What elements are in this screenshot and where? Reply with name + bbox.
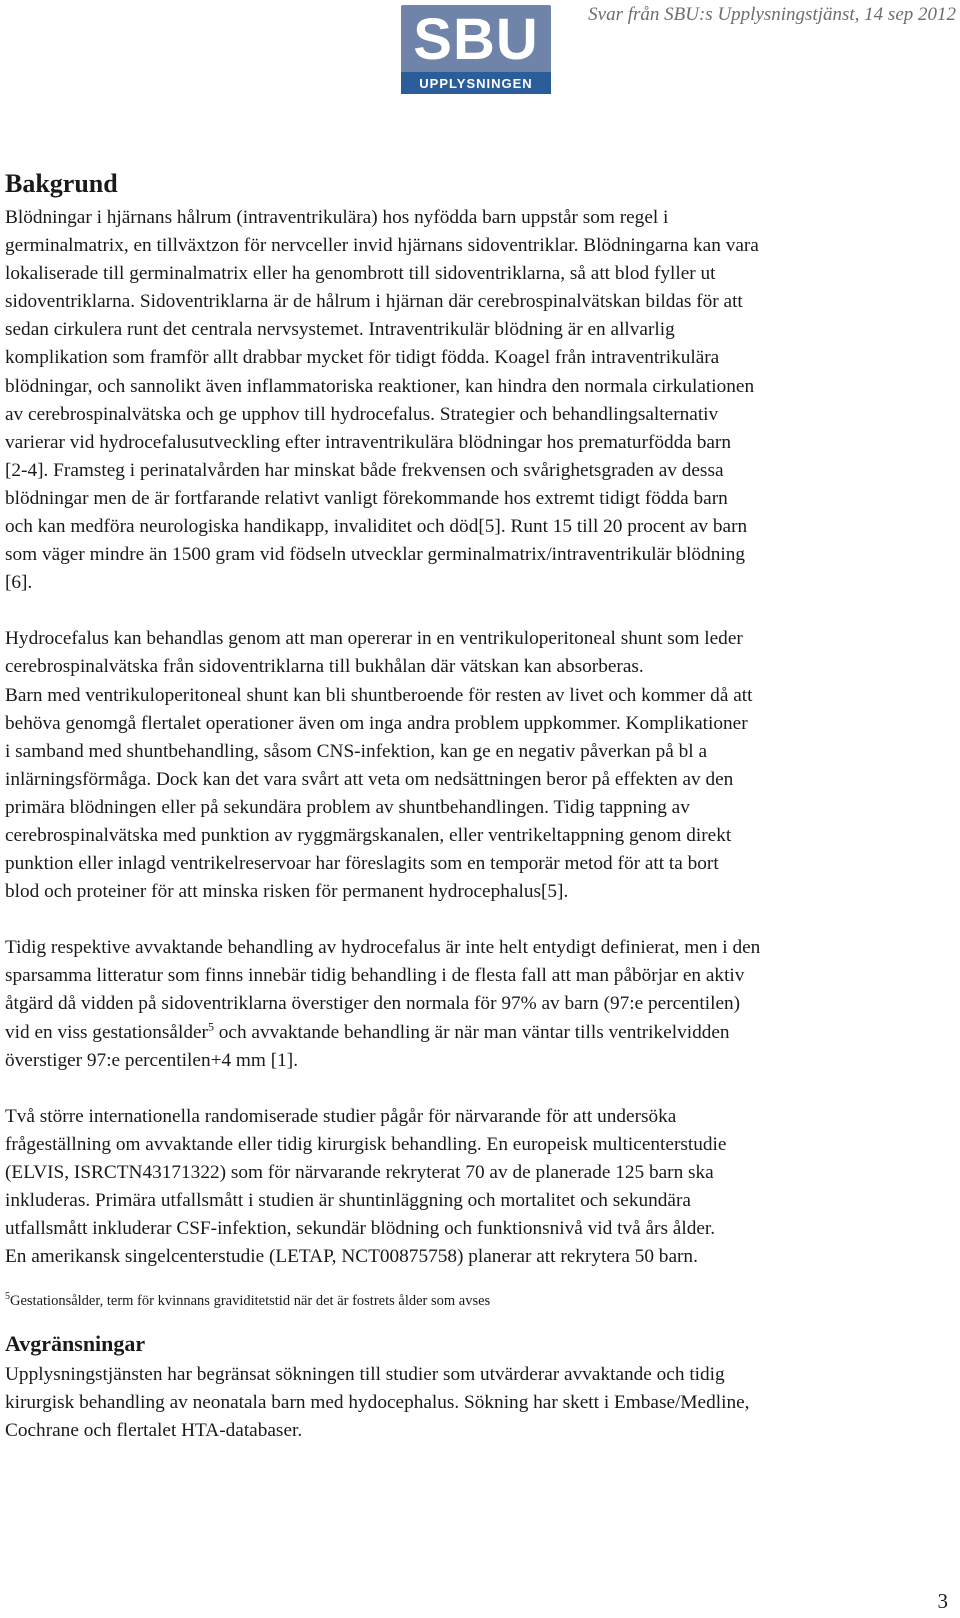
text-line: lokaliserade till germinalmatrix eller ha genombrott till sidoventriklarna, så att blod fyller ut <box>5 263 716 285</box>
text-line: [2-4]. Framsteg i perinatalvården har minskat både frekvensen och svårighetsgraden av dessa <box>5 459 724 481</box>
text-fragment: vid en viss gestationsålder <box>5 1021 208 1043</box>
footnote <box>5 1291 955 1311</box>
paragraph-tidig-behandling <box>5 934 955 1074</box>
text-line: cerebrospinalvätska med punktion av ryggmärgskanalen, eller ventrikeltappning genom direkt <box>5 824 732 846</box>
logo-main-text: SBU <box>413 7 539 72</box>
text-line: blödningar men de är fortfarande relativt vanligt förekommande hos extremt tidigt födda barn <box>5 487 728 509</box>
text-line: Barn med ventrikuloperitoneal shunt kan bli shuntberoende för resten av livet och kommer då att <box>5 684 753 706</box>
text-line: blödningar, och sannolikt även inflammatoriska reaktioner, kan hindra den normala cirkulationen <box>5 375 755 397</box>
text-fragment: och avvaktande behandling är när man väntar tills ventrikelvidden <box>213 1021 730 1043</box>
text-line: Blödningar i hjärnans hålrum (intraventrikulära) hos nyfödda barn uppstår som regel i <box>5 207 669 228</box>
text-line: En amerikansk singelcenterstudie (LETAP, NCT00875758) planerar att rekrytera 50 barn. <box>5 1246 698 1268</box>
footnote-reference: 5 <box>207 1019 214 1034</box>
paragraph-avgransningar <box>5 1361 955 1445</box>
text-line: Hydrocefalus kan behandlas genom att man opererar in en ventrikuloperitoneal shunt som leder <box>5 628 743 650</box>
text-line: blod och proteiner för att minska risken för permanent hydrocephalus[5]. <box>5 881 569 903</box>
text-line: åtgärd då vidden på sidoventriklarna överstiger den normala för 97% av barn (97:e percentilen) <box>5 993 741 1015</box>
text-line: inkluderas. Primära utfallsmått i studien är shuntinläggning och mortalitet och sekundära <box>5 1190 691 1211</box>
logo-sub-text: UPPLYSNINGEN <box>419 76 533 91</box>
text-line: inlärningsförmåga. Dock kan det vara svårt att veta om nedsättningen beror på effekten av den <box>5 768 734 790</box>
text-line: överstiger 97:e percentilen+4 mm [1]. <box>5 1049 299 1071</box>
text-line: och kan medföra neurologiska handikapp, invaliditet och död[5]. Runt 15 till 20 procent av barn <box>5 516 748 538</box>
text-line: punktion eller inlagd ventrikelreservoar har föreslagits som en temporär metod för att ta bort <box>5 853 719 875</box>
paragraph-studier <box>5 1103 955 1272</box>
text-line <box>5 1019 955 1047</box>
text-line: [6]. <box>5 572 33 594</box>
text-line: Tidig respektive avvaktande behandling av hydrocefalus är inte helt entydigt definierat, men i den <box>5 937 761 959</box>
text-line: komplikation som framför allt drabbar mycket för tidigt födda. Koagel från intraventrikulära <box>5 347 720 369</box>
section-title-avgransningar: Avgränsningar <box>5 1331 146 1357</box>
sbu-logo <box>401 5 551 94</box>
text-line: behöva genomgå flertalet operationer även om inga andra problem uppkommer. Komplikationer <box>5 712 748 734</box>
text-line: av cerebrospinalvätska och ge upphov till hydrocefalus. Strategier och behandlingsalternativ <box>5 403 719 425</box>
text-line: frågeställning om avvaktande eller tidig kirurgisk behandling. En europeisk multicenterstudie <box>5 1133 727 1155</box>
text-line: sidoventriklarna. Sidoventriklarna är de hålrum i hjärnan där cerebrospinalvätskan bildas för att <box>5 291 743 313</box>
text-line: i samband med shuntbehandling, såsom CNS-infektion, kan ge en negativ påverkan på bl a <box>5 740 707 762</box>
header-note: Svar från SBU:s Upplysningstjänst, 14 sep 2012 <box>588 4 956 25</box>
footnote-text: Gestationsålder, term för kvinnans graviditetstid när det är fostrets ålder som avses <box>10 1293 491 1310</box>
text-line: Upplysningstjänsten har begränsat sökningen till studier som utvärderar avvaktande och tidig <box>5 1364 725 1386</box>
text-line: Två större internationella randomiserade studier pågår för närvarande för att undersöka <box>5 1105 677 1127</box>
page-number: 3 <box>937 1589 948 1613</box>
section-title-bakgrund: Bakgrund <box>5 169 118 198</box>
text-line: (ELVIS, ISRCTN43171322) som för närvarande rekryterat 70 av de planerade 125 barn ska <box>5 1161 714 1183</box>
footnote-marker: 5 <box>5 1291 10 1303</box>
text-line: varierar vid hydrocefalusutveckling efter intraventrikulära blödningar hos prematurfödda barn <box>5 431 731 453</box>
document-body <box>5 168 955 1446</box>
text-line: germinalmatrix, en tillväxtzon för nervceller invid hjärnans sidoventriklar. Blödningarna kan vara <box>5 235 759 257</box>
text-line: Cochrane och flertalet HTA-databaser. <box>5 1420 303 1442</box>
text-line: kirurgisk behandling av neonatala barn med hydocephalus. Sökning har skett i Embase/Medline, <box>5 1392 750 1414</box>
text-line: primära blödningen eller på sekundära problem av shuntbehandlingen. Tidig tappning av <box>5 796 690 818</box>
text-line: som väger mindre än 1500 gram vid födseln utvecklar germinalmatrix/intraventrikulär blödning <box>5 544 745 566</box>
paragraph-bakgrund <box>5 204 955 597</box>
text-line: utfallsmått inkluderar CSF-infektion, sekundär blödning och funktionsnivå vid två års ålder. <box>5 1218 716 1240</box>
text-line: cerebrospinalvätska från sidoventriklarna till bukhålan där vätskan kan absorberas. <box>5 656 644 678</box>
paragraph-hydrocefalus-shunt <box>5 625 955 906</box>
text-line: sparsamma litteratur som finns innebär tidig behandling i de flesta fall att man påbörjar en aktiv <box>5 965 745 987</box>
text-line: sedan cirkulera runt det centrala nervsystemet. Intraventrikulär blödning är en allvarlig <box>5 319 675 341</box>
